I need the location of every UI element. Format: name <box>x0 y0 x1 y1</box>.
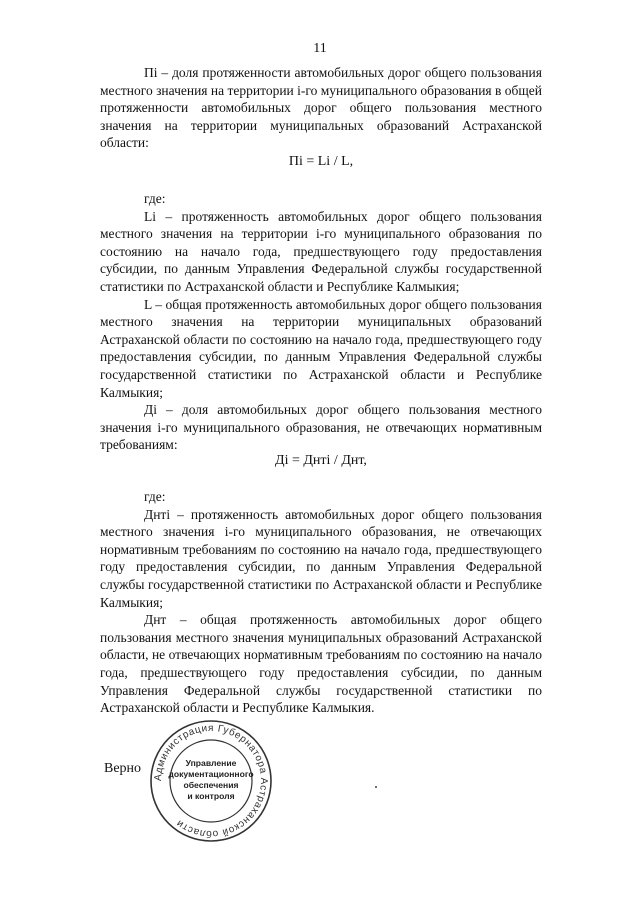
formula-pi: Пi = Li / L, <box>288 154 354 169</box>
body-text <box>100 64 542 152</box>
paragraph-dnt-definition: Днт – общая протяженность автомобильных дорог общего пользования местного значения муниципальных образований Астраханской области, не отвечающих нормативным требованиям по состоянию на начало года, предшествующего году предоставления субсидии, по данным Управления Федеральной службы государственной статистики по Астраханской области и Республике Калмыкия. <box>100 612 542 716</box>
body-text-2 <box>100 190 542 454</box>
page-number: 11 <box>313 41 327 56</box>
speck-mark <box>375 786 377 788</box>
formula-di: Дi = Днтi / Днт, <box>275 453 367 468</box>
body-text-3 <box>100 488 542 717</box>
svg-text:обеспечения: обеспечения <box>183 780 239 790</box>
where-label-2: где: <box>144 489 166 504</box>
paragraph-p-share-definition: Пi – доля протяженности автомобильных дорог общего пользования местного значения на территории i-го муниципального образования в общей протяженности автомобильных дорог общего пользования местного значения на территории муниципальных образований Астраханской области: <box>100 65 542 151</box>
paragraph-l-definition: L – общая протяженность автомобильных дорог общего пользования местного значения на территории муниципальных образований Астраханской области по состоянию на начало года, предшествующего году предоставления субсидии, по данным Управления Федеральной службы государственной статистики по Астраханской области и Республике Калмыкия; <box>100 296 542 400</box>
svg-text:Управление: Управление <box>185 758 237 768</box>
signature-stamp-area <box>104 718 274 848</box>
verno-signature: Верно <box>104 761 142 776</box>
formula-block-1 <box>100 153 542 171</box>
paragraph-li-definition: Li – протяженность автомобильных дорог общего пользования местного значения на территории i-го муниципального образования по состоянию на начало года, предшествующего году предоставления субсидии, по данным Управления Федеральной службы государственной статистики по Астраханской области и Республике Калмыкия; <box>100 208 542 294</box>
seal-stamp <box>148 718 274 844</box>
where-label-1: где: <box>144 191 166 206</box>
paragraph-di-definition: Дi – доля автомобильных дорог общего пользования местного значения i-го муниципального образования, не отвечающих нормативным требованиям: <box>100 402 542 453</box>
svg-text:и контроля: и контроля <box>187 791 235 801</box>
formula-block-2 <box>100 452 542 470</box>
svg-text:документационного: документационного <box>168 769 254 779</box>
svg-text:Администрация Губернатора Астр: Администрация Губернатора Астраханской области <box>152 722 270 840</box>
paragraph-dnti-definition: Днтi – протяженность автомобильных дорог общего пользования местного значения i-го муниципального образования, не отвечающих нормативным требованиям по состоянию на начало года, предшествующего году предоставления субсидии, по данным Управления Федеральной службы государственной статистики по Астраханской области и Республике Калмыкия; <box>100 506 542 610</box>
